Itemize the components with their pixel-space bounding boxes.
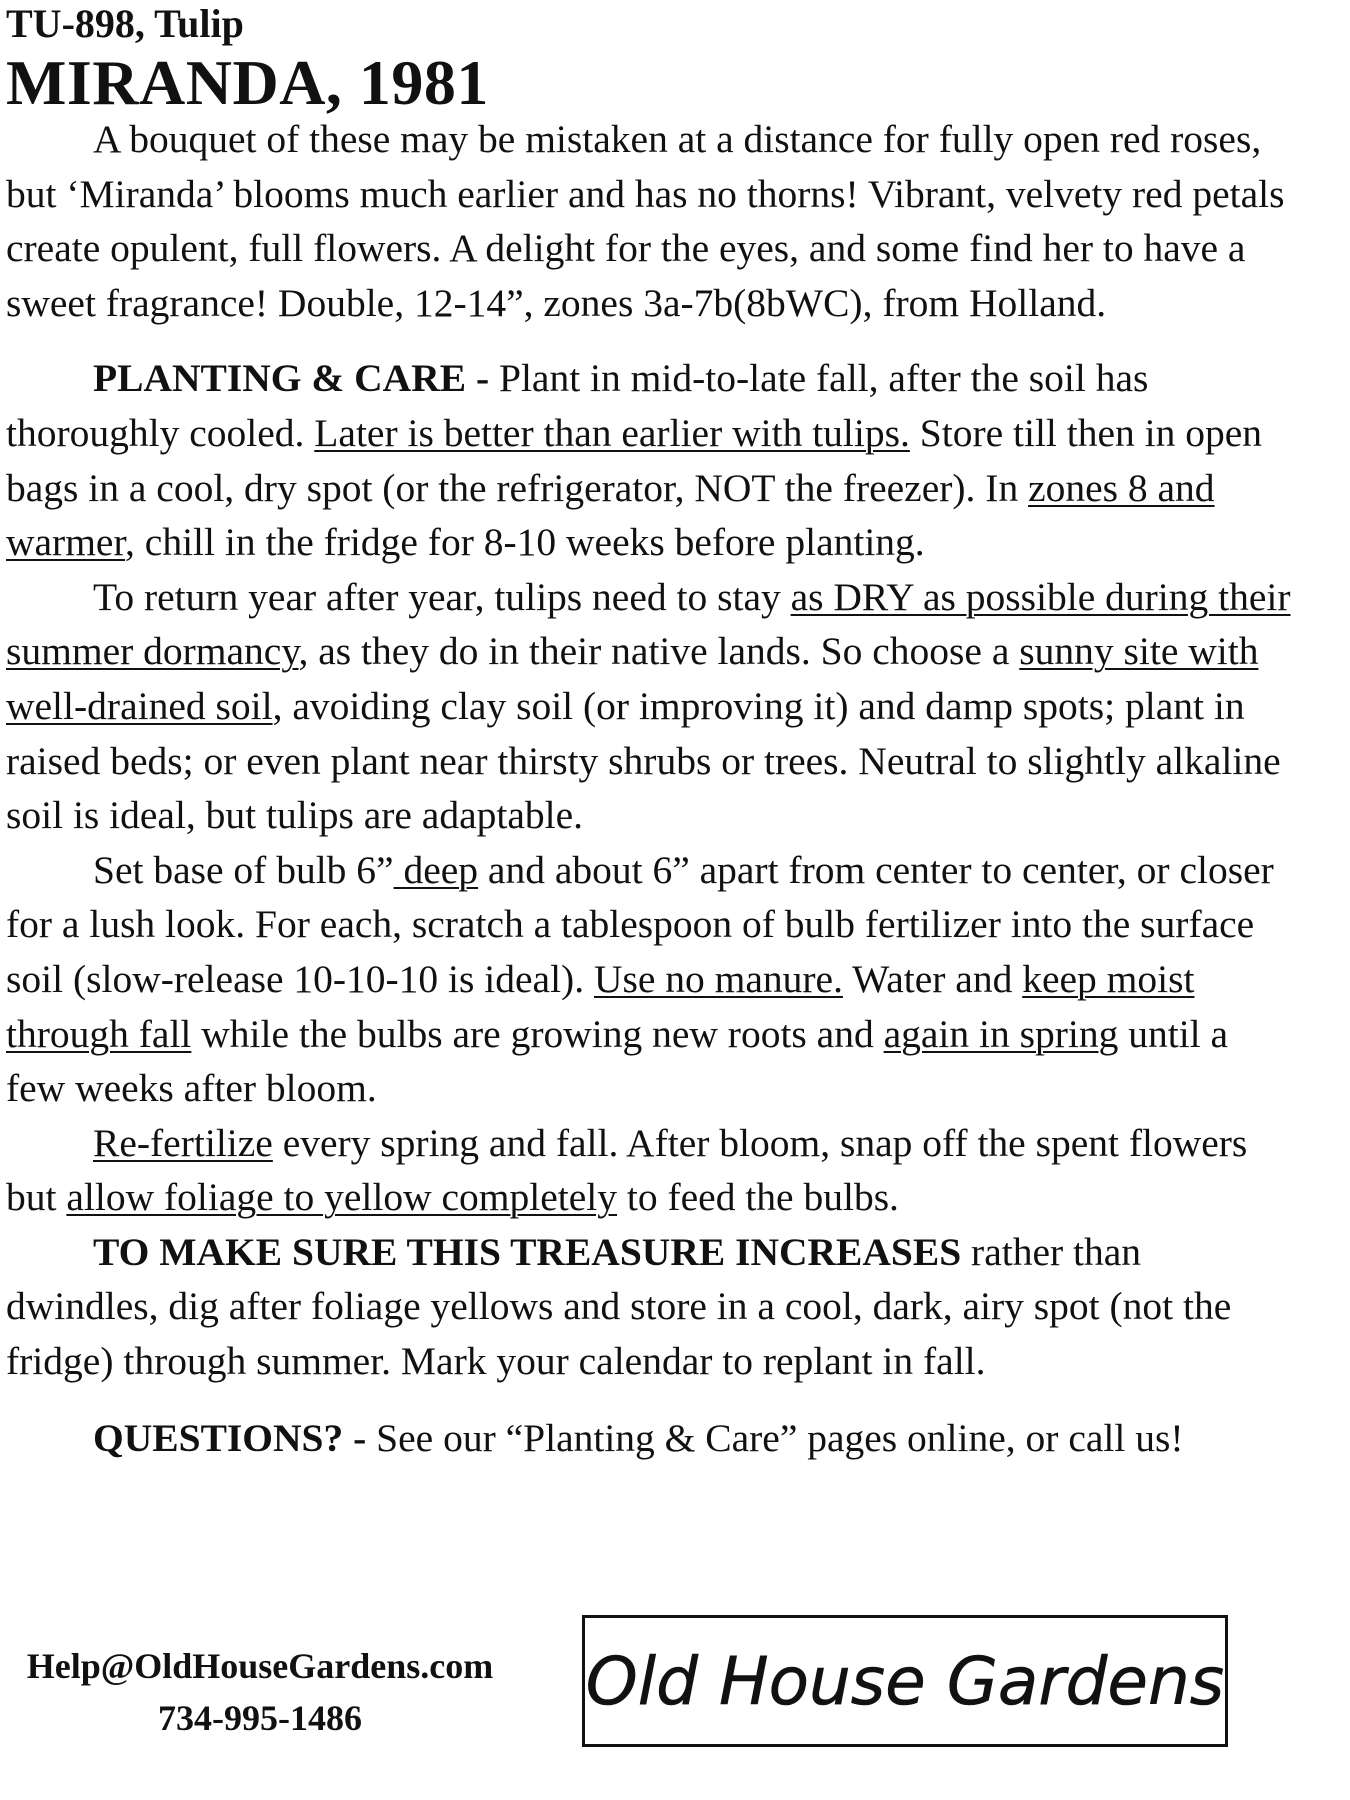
logo-text: Old House Gardens	[585, 1643, 1225, 1720]
emphasis-text: deep	[393, 847, 479, 892]
questions-heading: QUESTIONS? -	[93, 1415, 367, 1460]
logo-wordmark	[585, 1618, 1225, 1744]
treasure-paragraph	[6, 1225, 1296, 1389]
treasure-heading: TO MAKE SURE THIS TREASURE INCREASES	[93, 1229, 962, 1274]
planting-text: , chill in the fridge for 8-10 weeks before planting.	[125, 520, 925, 565]
emphasis-text: as DRY as possible during their summer dormancy	[6, 574, 1291, 674]
planting-text: , avoiding clay soil (or improving it) and damp spots; plant in raised beds; or even plant near thirsty shrubs or trees. Neutral to slightly alkaline soil is ideal, but tulips are adaptable.	[6, 683, 1281, 838]
planting-text: Set base of bulb 6”	[93, 847, 394, 892]
instruction-card	[6, 0, 1296, 1465]
emphasis-text: allow foliage to yellow completely	[66, 1175, 618, 1220]
contact-phone[interactable]: 734-995-1486	[158, 1698, 362, 1738]
emphasis-text: sunny site with well-drained soil	[6, 629, 1259, 728]
emphasis-text: Re-fertilize	[93, 1120, 273, 1165]
treasure-text: rather than dwindles, dig after foliage yellows and store in a cool, dark, airy spot (not the fridge) through summer. Mark your calendar to replant in fall.	[6, 1229, 1232, 1384]
planting-text: and about 6” apart from center to center, or closer for a lush look. For each, scratch a tablespoon of bulb fertilizer into the surface soil (slow-release 10-10-10 is ideal).	[6, 847, 1274, 1001]
item-code: TU-898, Tulip	[6, 1, 244, 46]
planting-paragraph-2	[6, 570, 1296, 843]
emphasis-text: keep moist through fall	[6, 956, 1195, 1056]
planting-heading: PLANTING & CARE -	[93, 356, 490, 401]
planting-text: until a few weeks after bloom.	[6, 1011, 1229, 1111]
planting-text: while the bulbs are growing new roots and	[191, 1011, 884, 1056]
planting-text: Store till then in open bags in a cool, dry spot (or the refrigerator, NOT the freezer). In	[6, 410, 1263, 510]
emphasis-text: again in spring	[883, 1011, 1119, 1056]
card-body	[6, 112, 1296, 1465]
contact-email[interactable]: Help@OldHouseGardens.com	[26, 1646, 494, 1686]
planting-text: every spring and fall. After bloom, snap off the spent flowers but	[6, 1120, 1248, 1220]
emphasis-text: zones 8 and warmer	[6, 465, 1215, 565]
emphasis-text: Use no manure.	[593, 956, 843, 1001]
planting-text: to feed the bulbs.	[617, 1175, 899, 1220]
brand-logo	[582, 1615, 1228, 1747]
planting-text: , as they do in their native lands. So choose a	[298, 629, 1020, 674]
planting-paragraph-4	[6, 1116, 1296, 1225]
questions-paragraph	[6, 1411, 1296, 1466]
emphasis-text: Later is better than earlier with tulips.	[314, 410, 910, 455]
planting-text: Water and	[842, 956, 1023, 1001]
planting-text: Plant in mid-to-late fall, after the soil has thoroughly cooled.	[6, 356, 1149, 455]
planting-paragraph-1	[6, 351, 1296, 569]
description-paragraph: A bouquet of these may be mistaken at a distance for fully open red roses, but ‘Miranda’ blooms much earlier and has no thorns! Vibrant, velvety red petals create opulent, full flowers. A delight for the eyes, and some find her to have a sweet fragrance! Double, 12-14”, zones 3a-7b(8bWC), from Holland.	[6, 117, 1285, 325]
planting-paragraph-3	[6, 843, 1296, 1116]
contact-block	[10, 1640, 510, 1744]
questions-text: See our “Planting & Care” pages online, or call us!	[366, 1415, 1184, 1460]
variety-title: MIRANDA, 1981	[6, 47, 489, 118]
planting-text: To return year after year, tulips need to stay	[93, 574, 791, 619]
